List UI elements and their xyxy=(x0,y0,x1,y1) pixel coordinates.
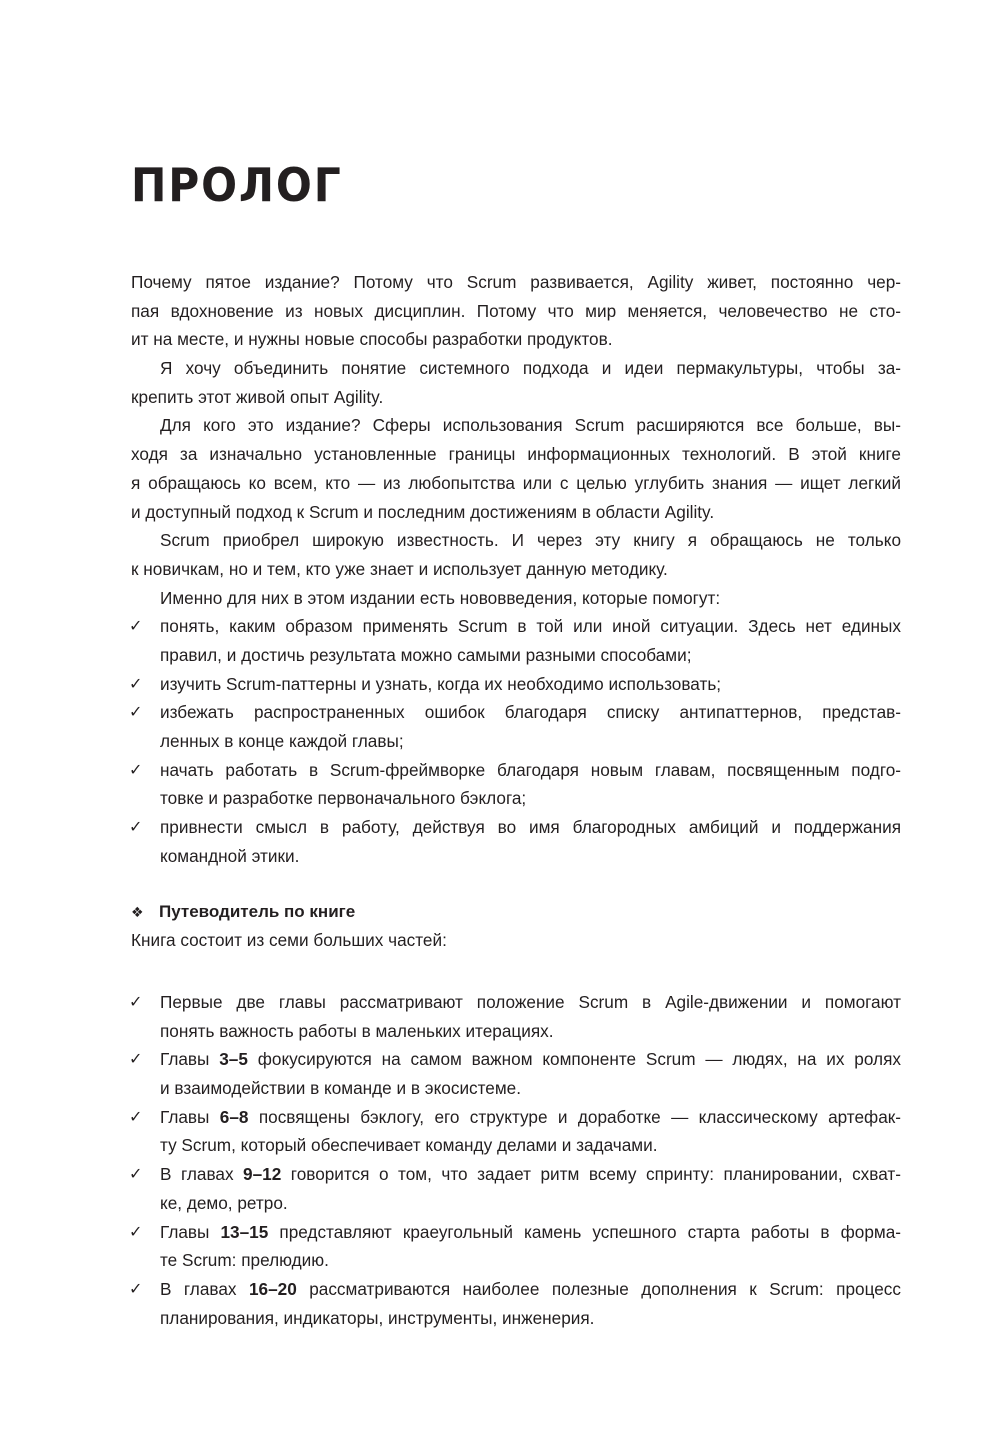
benefit-line: избежать распространенных ошибок благодаря списку антипаттернов, представ- xyxy=(160,702,901,723)
paragraph-line: к новичкам, но и тем, кто уже знает и использует данную методику. xyxy=(131,558,668,579)
guide-line: ту Scrum, который обеспечивает команду делами и задачами. xyxy=(160,1135,658,1156)
paragraph-line: ит на месте, и нужны новые способы разработки продуктов. xyxy=(131,329,613,350)
guide-item xyxy=(131,1045,901,1102)
guide-line: понять важность работы в маленьких итерациях. xyxy=(160,1020,554,1041)
checkmark-icon: ✓ xyxy=(129,1221,143,1241)
guide-item xyxy=(131,988,901,1045)
paragraph-line: и доступный подход к Scrum и последним достижениям в области Agility. xyxy=(131,501,715,522)
checkmark-icon: ✓ xyxy=(129,759,143,779)
guide-line: те Scrum: прелюдию. xyxy=(160,1250,329,1271)
benefit-line: привнести смысл в работу, действуя во имя благородных амбиций и поддержания xyxy=(160,817,901,838)
paragraph-line: пая вдохновение из новых дисциплин. Потому что мир меняется, человечество не сто- xyxy=(131,300,901,321)
guide-line: планирования, индикаторы, инструменты, инженерия. xyxy=(160,1307,595,1328)
diamond-bullet-icon: ❖ xyxy=(131,905,144,921)
guide-subheading: Книга состоит из семи больших частей: xyxy=(131,930,447,950)
checkmark-icon: ✓ xyxy=(129,992,143,1011)
benefit-item xyxy=(131,756,901,813)
guide-line: В главах 9–12 говорится о том, что задает ритм всему спринту: планировании, схват- xyxy=(160,1164,901,1185)
paragraph-line: Именно для них в этом издании есть нововведения, которые помогут: xyxy=(160,587,721,608)
benefit-item xyxy=(131,612,901,669)
guide-line: В главах 16–20 рассматриваются наиболее полезные дополнения к Scrum: процесс xyxy=(160,1278,901,1299)
guide-heading-text: Путеводитель по книге xyxy=(159,902,356,921)
intro-text xyxy=(131,268,901,870)
checkmark-icon: ✓ xyxy=(129,1106,143,1126)
benefit-item xyxy=(131,698,901,755)
checkmark-icon: ✓ xyxy=(129,673,143,693)
paragraph-line: ходя за изначально установленные границы информационных технологий. В этой книге xyxy=(131,444,901,465)
guide-line: ке, демо, ретро. xyxy=(160,1192,288,1213)
benefit-line: ленных в конце каждой главы; xyxy=(160,731,404,751)
paragraph-line: Для кого это издание? Сферы использования Scrum расширяются все больше, вы- xyxy=(160,415,901,436)
checkmark-icon: ✓ xyxy=(129,1049,143,1069)
guide-item xyxy=(131,1103,901,1160)
guide-item xyxy=(131,1218,901,1275)
checkmark-icon: ✓ xyxy=(129,817,143,837)
benefit-line: понять, каким образом применять Scrum в той или иной ситуации. Здесь нет единых xyxy=(160,616,901,637)
benefit-item xyxy=(131,670,901,699)
paragraph-line: Scrum приобрел широкую известность. И через эту книгу я обращаюсь не только xyxy=(160,530,901,551)
checkmark-icon: ✓ xyxy=(129,702,143,722)
chapter-guide-list xyxy=(131,988,901,1332)
benefit-line: товке и разработке первоначального бэклога; xyxy=(160,788,527,809)
chapter-title: ПРОЛОГ xyxy=(131,158,343,212)
benefit-line: начать работать в Scrum-фреймворке благодаря новым главам, посвященным подго- xyxy=(160,759,901,780)
guide-line: Главы 6–8 посвящены бэклогу, его структуре и доработке — классическому артефак- xyxy=(160,1106,901,1127)
guide-heading xyxy=(131,902,355,922)
benefit-line: правил, и достичь результата можно самыми разными способами; xyxy=(160,644,692,665)
guide-line: Главы 13–15 представляют краеугольный камень успешного старта работы в форма- xyxy=(160,1221,901,1242)
benefit-line: изучить Scrum-паттерны и узнать, когда их необходимо использовать; xyxy=(160,673,722,694)
checkmark-icon: ✓ xyxy=(129,1164,143,1184)
paragraph-line: я обращаюсь ко всем, кто — из любопытства или с целью углубить знания — ищет легкий xyxy=(131,472,901,493)
checkmark-icon: ✓ xyxy=(129,1278,143,1298)
guide-item xyxy=(131,1160,901,1217)
paragraph-line: Почему пятое издание? Потому что Scrum развивается, Agility живет, постоянно чер- xyxy=(131,272,901,292)
paragraph-line: крепить этот живой опыт Agility. xyxy=(131,386,384,407)
benefit-line: командной этики. xyxy=(160,845,300,866)
checkmark-icon: ✓ xyxy=(129,616,143,636)
guide-item xyxy=(131,1275,901,1332)
guide-line: Первые две главы рассматривают положение Scrum в Agile-движении и помогают xyxy=(160,992,901,1012)
benefit-item xyxy=(131,813,901,870)
guide-line: Главы 3–5 фокусируются на самом важном компоненте Scrum — людях, на их ролях xyxy=(160,1049,901,1070)
guide-line: и взаимодействии в команде и в экосистеме. xyxy=(160,1078,522,1099)
paragraph-line: Я хочу объединить понятие системного подхода и идеи пермакультуры, чтобы за- xyxy=(160,358,901,379)
